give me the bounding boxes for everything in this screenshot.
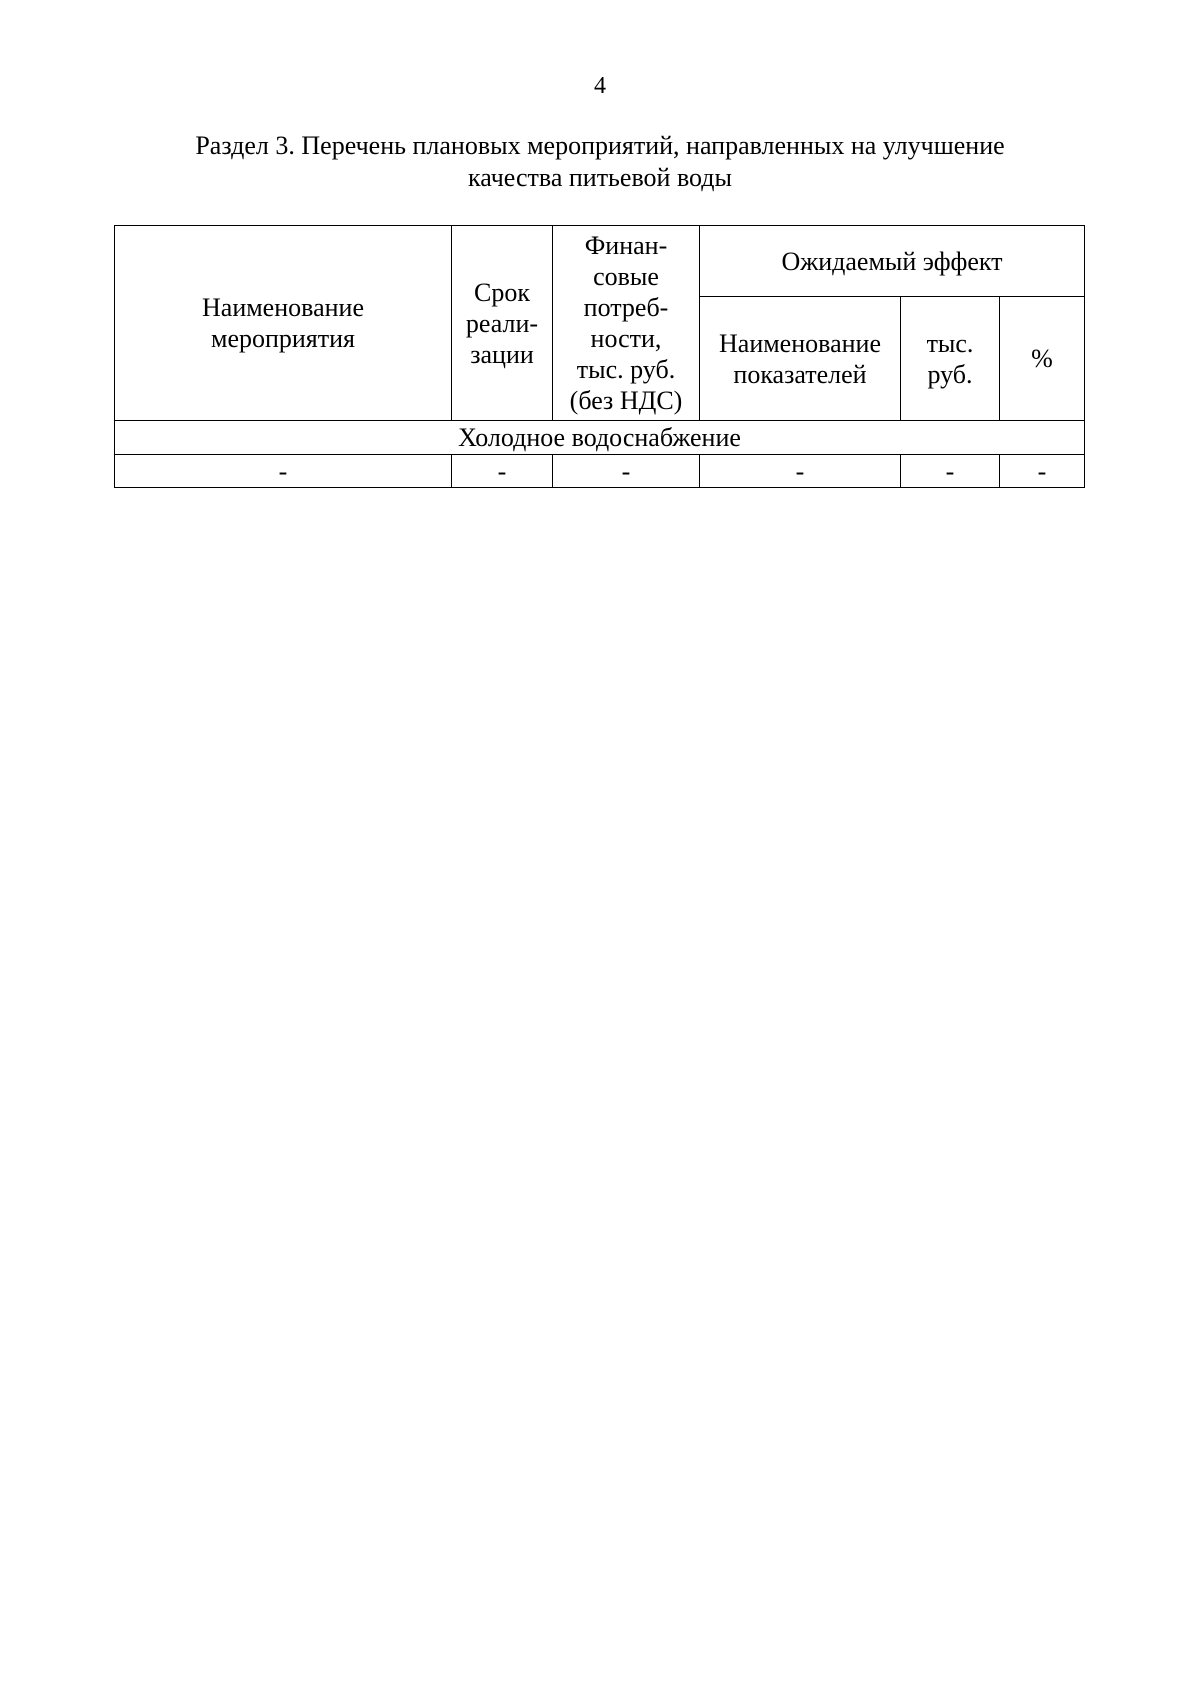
table-row xyxy=(115,455,1085,488)
header-text: ности, xyxy=(590,324,662,353)
section-title-line-1: Раздел 3. Перечень плановых мероприятий, направленных на улучшение xyxy=(195,131,1005,160)
header-text: потреб- xyxy=(583,293,669,322)
header-finance xyxy=(553,226,700,421)
header-text: Финан- xyxy=(584,231,668,260)
header-text: Наименование xyxy=(202,293,364,322)
header-text: тыс. руб. xyxy=(576,355,676,384)
header-text: руб. xyxy=(927,359,973,389)
header-text: Наименование xyxy=(719,328,881,358)
header-term xyxy=(452,226,553,421)
table-section-row xyxy=(115,421,1085,455)
header-event-name xyxy=(115,226,452,421)
section-title-line-2: качества питьевой воды xyxy=(467,163,733,192)
table-cell: - xyxy=(452,455,553,488)
header-text: мероприятия xyxy=(210,324,355,353)
header-expected-effect: Ожидаемый эффект xyxy=(700,226,1085,297)
measures-table xyxy=(114,225,1085,488)
header-text: зации xyxy=(470,339,534,369)
page-number: 4 xyxy=(594,73,606,99)
table-cell: - xyxy=(901,455,1000,488)
table-cell: - xyxy=(553,455,700,488)
header-indicator-name xyxy=(700,297,901,421)
header-text: показателей xyxy=(733,359,867,389)
table-cell: - xyxy=(700,455,901,488)
section-label-cold-water: Холодное водоснабжение xyxy=(115,421,1085,455)
header-text: Срок xyxy=(474,277,530,307)
header-percent: % xyxy=(1000,297,1085,421)
table-header-row xyxy=(115,226,1085,297)
header-text: тыс. xyxy=(926,328,974,358)
header-thousand-rub xyxy=(901,297,1000,421)
section-title xyxy=(115,130,1085,194)
header-text: реали- xyxy=(465,308,539,338)
header-text: совые xyxy=(593,262,659,291)
table-cell: - xyxy=(115,455,452,488)
header-text: (без НДС) xyxy=(569,386,683,415)
table-cell: - xyxy=(1000,455,1085,488)
